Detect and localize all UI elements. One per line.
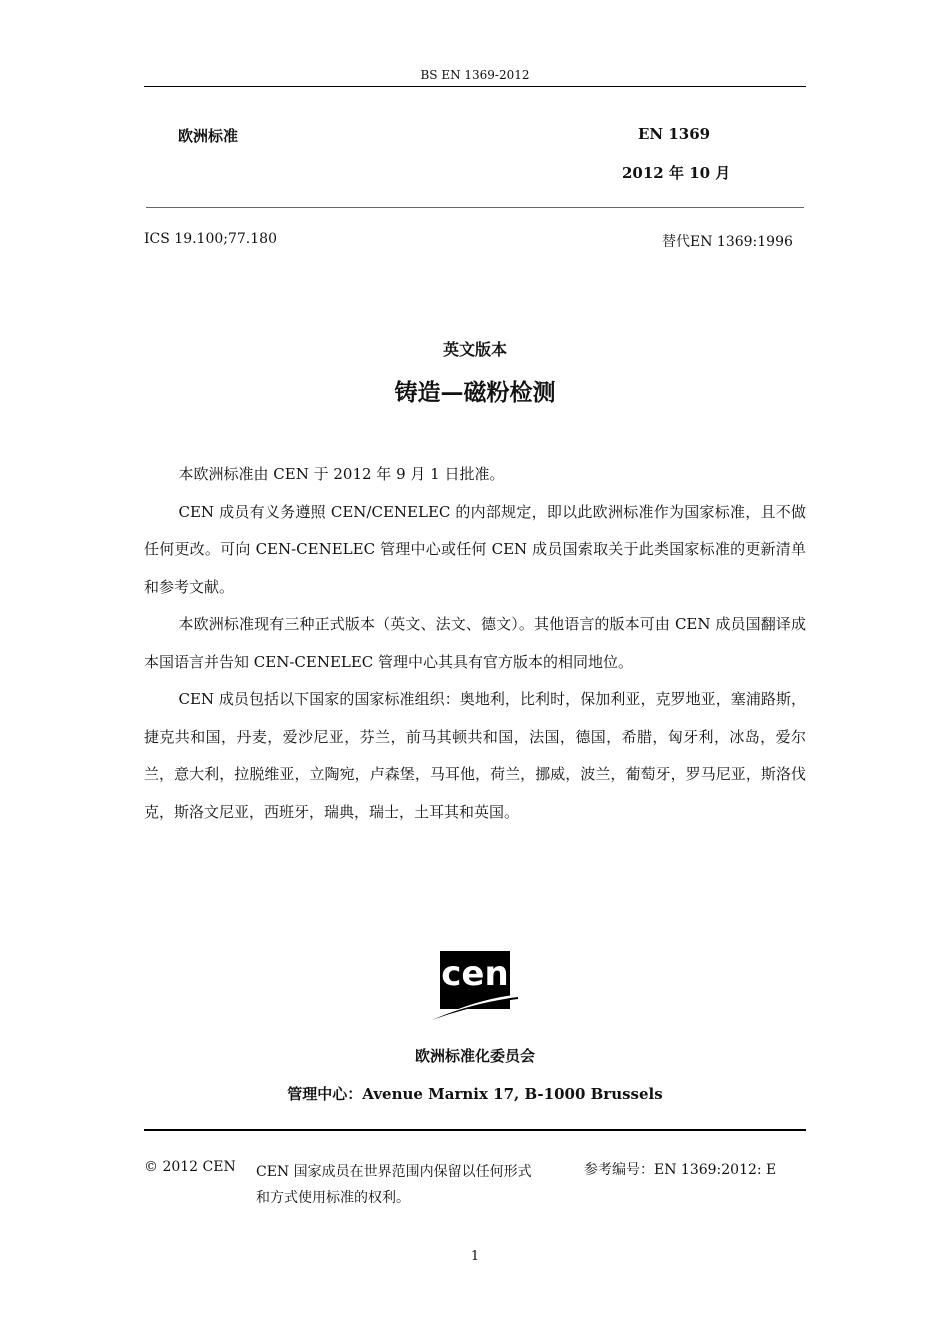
header-rule <box>144 86 806 87</box>
page-number: 1 <box>470 1249 480 1264</box>
organization-address: 管理中心：Avenue Marnix 17, B-1000 Brussels <box>287 1085 663 1103</box>
document-title: 铸造—磁粉检测 <box>394 379 556 406</box>
organization-name: 欧洲标准化委员会 <box>414 1047 535 1065</box>
paragraph-members: CEN 成员包括以下国家的国家标准组织：奥地利，比利时，保加利亚，克罗地亚，塞浦路斯，捷克共和国，丹麦，爱沙尼亚，芬兰，前马其顿共和国，法国，德国，希腊，匈牙利，冰岛，爱尔兰，意大利，拉脱维亚，立陶宛，卢森堡，马耳他，荷兰，挪威，波兰，葡萄牙，罗马尼亚，斯洛伐克，斯洛文尼亚，西班牙，瑞典，瑞士，土耳其和英国。 <box>144 690 806 821</box>
standard-date: 2012 年 10 月 <box>622 164 731 182</box>
cen-logo-text: cen <box>441 954 509 994</box>
ics-code: ICS 19.100;77.180 <box>144 231 277 247</box>
paragraph-versions: 本欧洲标准现有三种正式版本（英文、法文、德文）。其他语言的版本可由 CEN 成员国翻译成本国语言并告知 CEN-CENELEC 管理中心其具有官方版本的相同地位。 <box>144 615 806 671</box>
body-text <box>144 456 806 831</box>
paragraph-obligation: CEN 成员有义务遵照 CEN/CENELEC 的内部规定，即以此欧洲标准作为国家标准，且不做任何更改。可向 CEN-CENELEC 管理中心或任何 CEN 成员国索取关于此类国家标准的更新清单和参考文献。 <box>144 502 806 596</box>
standard-number: EN 1369 <box>638 125 711 143</box>
document-code: BS EN 1369-2012 <box>420 68 530 82</box>
reference-number: 参考编号：EN 1369:2012: E <box>584 1162 777 1178</box>
paragraph-approval: 本欧洲标准由 CEN 于 2012 年 9 月 1 日批准。 <box>178 465 505 483</box>
copyright-notice: © 2012 CEN <box>144 1159 236 1175</box>
standard-type: 欧洲标准 <box>178 127 239 145</box>
version-label: 英文版本 <box>442 340 507 359</box>
supersedes-note: 替代EN 1369:1996 <box>662 234 793 250</box>
header-divider <box>146 207 804 208</box>
rights-statement: CEN 国家成员在世界范围内保留以任何形式和方式使用标准的权利。 <box>256 1164 532 1206</box>
footer-rule <box>144 1129 806 1131</box>
cen-logo <box>432 951 522 1021</box>
